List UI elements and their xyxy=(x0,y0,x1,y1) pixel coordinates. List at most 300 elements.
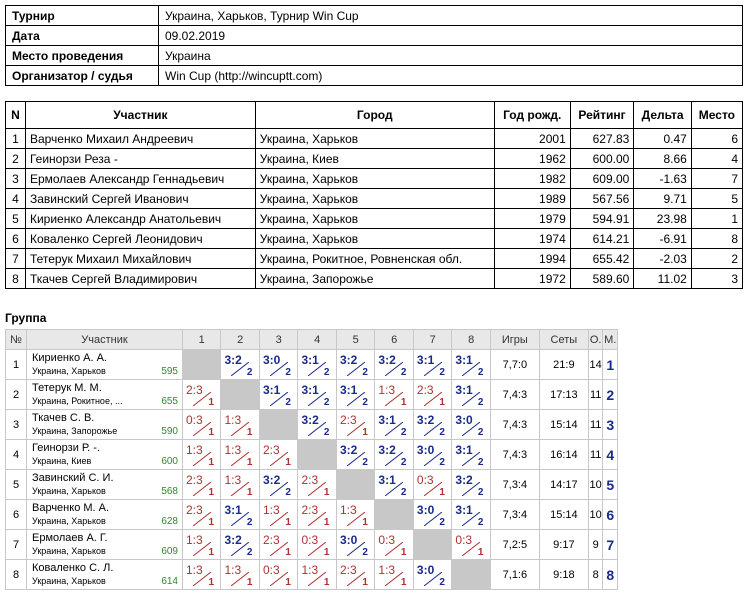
match-points: 1 xyxy=(285,547,291,558)
match-score: 2:3 xyxy=(262,443,280,457)
match-result-cell xyxy=(298,410,336,440)
match-score: 3:1 xyxy=(455,383,473,397)
match-result-cell xyxy=(375,470,413,500)
match-result-cell xyxy=(336,530,374,560)
info-value: Украина, Харьков, Турнир Win Cup xyxy=(159,6,743,26)
match-result xyxy=(183,470,217,499)
match-result xyxy=(337,500,371,529)
match-result-cell xyxy=(183,500,221,530)
group-player-rating: 628 xyxy=(161,516,178,527)
match-result xyxy=(337,560,371,589)
match-result xyxy=(221,350,255,379)
group-row xyxy=(6,530,618,560)
match-score: 2:3 xyxy=(186,473,203,487)
match-result xyxy=(221,410,255,439)
match-result-cell xyxy=(221,410,259,440)
match-result xyxy=(337,410,371,439)
match-points: 1 xyxy=(208,397,214,408)
match-result-cell xyxy=(221,560,259,590)
group-sets: 16:14 xyxy=(539,440,588,470)
match-result xyxy=(260,560,294,589)
match-score: 3:2 xyxy=(339,443,358,457)
info-row xyxy=(6,46,743,66)
participant-city: Украина, Харьков xyxy=(255,229,494,249)
match-result xyxy=(298,350,332,379)
match-points: 2 xyxy=(246,367,253,378)
match-result-cell xyxy=(375,410,413,440)
match-points: 2 xyxy=(477,367,484,378)
match-result xyxy=(260,500,294,529)
group-player xyxy=(27,500,183,530)
group-player-city: Украина, Киев xyxy=(32,456,92,466)
participant-rating: 614.21 xyxy=(570,229,634,249)
participant-row xyxy=(6,149,743,169)
match-score: 1:3 xyxy=(186,443,203,457)
group-games: 7,2:5 xyxy=(490,530,539,560)
participant-city: Украина, Харьков xyxy=(255,169,494,189)
participants-header-cell: Место xyxy=(691,102,742,129)
match-score: 1:3 xyxy=(224,473,242,487)
match-result-cell xyxy=(413,380,451,410)
match-score: 1:3 xyxy=(186,533,203,547)
match-result xyxy=(183,380,217,409)
participant-row xyxy=(6,189,743,209)
match-result-cell xyxy=(221,440,259,470)
match-result-cell xyxy=(259,350,297,380)
match-points: 2 xyxy=(285,487,291,498)
participant-delta: -1.63 xyxy=(634,169,691,189)
group-sets: 17:13 xyxy=(539,380,588,410)
match-result-cell xyxy=(452,350,490,380)
participant-birth-year: 1979 xyxy=(494,209,570,229)
group-player xyxy=(27,410,183,440)
participant-number: 6 xyxy=(6,229,26,249)
match-result xyxy=(298,500,332,529)
info-label: Турнир xyxy=(6,6,159,26)
group-place: 8 xyxy=(603,560,618,590)
match-result-cell xyxy=(183,560,221,590)
participant-delta: -2.03 xyxy=(634,249,691,269)
match-points: 1 xyxy=(400,577,407,588)
group-row xyxy=(6,500,618,530)
match-result xyxy=(414,380,448,409)
participant-number: 7 xyxy=(6,249,26,269)
participant-name: Тетерук Михаил Михайлович xyxy=(25,249,255,269)
match-points: 2 xyxy=(323,397,330,408)
match-result xyxy=(414,500,448,529)
participant-city: Украина, Харьков xyxy=(255,189,494,209)
match-score: 3:0 xyxy=(416,503,435,517)
group-sets: 15:14 xyxy=(539,410,588,440)
participant-city: Украина, Харьков xyxy=(255,209,494,229)
participant-name: Варченко Михаил Андреевич xyxy=(25,129,255,149)
info-label: Организатор / судья xyxy=(6,66,159,86)
match-result xyxy=(298,410,332,439)
group-header-cell: Игры xyxy=(490,330,539,350)
match-result xyxy=(452,380,486,409)
match-result-cell xyxy=(298,350,336,380)
match-result xyxy=(452,440,486,469)
group-player-city: Украина, Запорожье xyxy=(32,426,118,436)
match-result xyxy=(260,530,294,559)
group-player-name: Ермолаев А. Г. xyxy=(32,532,108,544)
participant-row xyxy=(6,229,743,249)
match-result-cell xyxy=(183,440,221,470)
participant-birth-year: 1989 xyxy=(494,189,570,209)
participant-number: 3 xyxy=(6,169,26,189)
match-points: 1 xyxy=(323,547,330,558)
group-points: 11 xyxy=(588,410,603,440)
participant-rating: 567.56 xyxy=(570,189,634,209)
match-result xyxy=(221,530,255,559)
match-result xyxy=(298,560,332,589)
group-player-city: Украина, Харьков xyxy=(32,366,106,376)
match-points: 1 xyxy=(323,487,330,498)
group-sets: 15:14 xyxy=(539,500,588,530)
match-score: 3:1 xyxy=(378,473,396,487)
match-score: 1:3 xyxy=(224,443,242,457)
match-score: 1:3 xyxy=(186,563,203,577)
participant-rating: 600.00 xyxy=(570,149,634,169)
match-score: 2:3 xyxy=(301,473,319,487)
match-result-cell xyxy=(452,530,490,560)
participant-row xyxy=(6,129,743,149)
match-points: 2 xyxy=(477,487,484,498)
match-score: 0:3 xyxy=(301,533,319,547)
info-row xyxy=(6,6,743,26)
match-points: 2 xyxy=(400,367,407,378)
match-score: 1:3 xyxy=(301,563,319,577)
group-games: 7,1:6 xyxy=(490,560,539,590)
participant-row xyxy=(6,269,743,289)
participant-place: 8 xyxy=(691,229,742,249)
group-player-name: Ткачев С. В. xyxy=(32,412,95,424)
match-result xyxy=(337,440,371,469)
match-score: 0:3 xyxy=(186,413,203,427)
match-result-cell xyxy=(413,500,451,530)
match-points: 1 xyxy=(362,577,368,588)
match-score: 1:3 xyxy=(378,563,396,577)
match-result-cell xyxy=(336,500,374,530)
participant-row xyxy=(6,169,743,189)
match-result-cell xyxy=(259,500,297,530)
match-score: 2:3 xyxy=(186,503,203,517)
group-player-city: Украина, Харьков xyxy=(32,516,106,526)
match-score: 0:3 xyxy=(416,473,434,487)
group-place: 2 xyxy=(603,380,618,410)
participants-header-cell: Рейтинг xyxy=(570,102,634,129)
match-result xyxy=(337,380,371,409)
match-result-cell xyxy=(259,560,297,590)
match-result xyxy=(183,560,217,589)
group-sets: 21:9 xyxy=(539,350,588,380)
info-label: Дата xyxy=(6,26,159,46)
group-row-number: 1 xyxy=(6,350,27,380)
group-player-rating: 655 xyxy=(161,396,178,407)
participant-birth-year: 1962 xyxy=(494,149,570,169)
match-result-cell xyxy=(413,350,451,380)
match-score: 3:2 xyxy=(455,473,473,487)
self-match-cell xyxy=(183,350,221,380)
participants-header-cell: Дельта xyxy=(634,102,691,129)
participant-rating: 609.00 xyxy=(570,169,634,189)
group-player-city: Украина, Харьков xyxy=(32,486,106,496)
match-points: 1 xyxy=(246,427,253,438)
match-points: 1 xyxy=(208,577,214,588)
match-points: 1 xyxy=(208,427,214,438)
group-header-cell: 6 xyxy=(375,330,413,350)
participant-birth-year: 1974 xyxy=(494,229,570,249)
participant-delta: 11.02 xyxy=(634,269,691,289)
match-points: 2 xyxy=(362,397,368,408)
match-result xyxy=(375,470,409,499)
match-score: 3:2 xyxy=(339,353,358,367)
match-score: 1:3 xyxy=(224,413,242,427)
match-points: 1 xyxy=(208,517,214,528)
participant-city: Украина, Рокитное, Ровненская обл. xyxy=(255,249,494,269)
match-score: 3:1 xyxy=(455,353,473,367)
group-player-name: Завинский С. И. xyxy=(32,472,114,484)
group-player-rating: 600 xyxy=(161,456,178,467)
participant-number: 5 xyxy=(6,209,26,229)
participant-delta: 9.71 xyxy=(634,189,691,209)
group-games: 7,3:4 xyxy=(490,470,539,500)
participant-row xyxy=(6,249,743,269)
match-result-cell xyxy=(336,350,374,380)
participant-city: Украина, Киев xyxy=(255,149,494,169)
match-result xyxy=(414,440,448,469)
self-match-cell xyxy=(259,410,297,440)
participant-place: 2 xyxy=(691,249,742,269)
participant-city: Украина, Запорожье xyxy=(255,269,494,289)
group-row-number: 5 xyxy=(6,470,27,500)
match-points: 1 xyxy=(323,517,330,528)
group-row-number: 8 xyxy=(6,560,27,590)
match-score: 0:3 xyxy=(378,533,396,547)
match-score: 3:0 xyxy=(262,353,281,367)
match-points: 2 xyxy=(477,397,484,408)
group-points: 11 xyxy=(588,440,603,470)
self-match-cell xyxy=(298,440,336,470)
match-result-cell xyxy=(183,530,221,560)
group-player-rating: 595 xyxy=(161,366,178,377)
group-header-cell: Участник xyxy=(27,330,183,350)
match-score: 3:0 xyxy=(339,533,358,547)
info-row xyxy=(6,26,743,46)
group-player xyxy=(27,380,183,410)
group-header-cell: 5 xyxy=(336,330,374,350)
match-result xyxy=(452,350,486,379)
match-result xyxy=(414,350,448,379)
self-match-cell xyxy=(336,470,374,500)
participant-delta: -6.91 xyxy=(634,229,691,249)
match-points: 1 xyxy=(477,547,484,558)
match-result xyxy=(183,440,217,469)
group-row-number: 7 xyxy=(6,530,27,560)
match-points: 1 xyxy=(208,457,214,468)
match-score: 3:2 xyxy=(224,533,242,547)
group-player-name: Геинорзи Р. -. xyxy=(32,442,101,454)
match-points: 2 xyxy=(246,517,253,528)
match-points: 2 xyxy=(439,457,445,468)
group-player-city: Украина, Рокитное, ... xyxy=(32,396,123,406)
group-player-rating: 614 xyxy=(161,576,178,587)
match-result-cell xyxy=(221,470,259,500)
match-points: 1 xyxy=(208,487,214,498)
participant-number: 1 xyxy=(6,129,26,149)
info-value: Win Cup (http://wincuptt.com) xyxy=(159,66,743,86)
match-result-cell xyxy=(336,560,374,590)
match-result xyxy=(260,470,294,499)
group-points: 14 xyxy=(588,350,603,380)
participant-birth-year: 1972 xyxy=(494,269,570,289)
match-result-cell xyxy=(298,530,336,560)
group-place: 4 xyxy=(603,440,618,470)
group-player-name: Кириенко А. А. xyxy=(32,352,107,364)
participants-header-cell: N xyxy=(6,102,26,129)
match-points: 2 xyxy=(400,457,407,468)
group-header-row xyxy=(6,330,618,350)
group-player-city: Украина, Харьков xyxy=(32,546,106,556)
match-points: 2 xyxy=(323,427,330,438)
info-row xyxy=(6,66,743,86)
group-row xyxy=(6,440,618,470)
group-games: 7,4:3 xyxy=(490,440,539,470)
match-result-cell xyxy=(221,530,259,560)
participant-name: Геинорзи Реза - xyxy=(25,149,255,169)
match-result xyxy=(221,500,255,529)
self-match-cell xyxy=(452,560,490,590)
group-points: 10 xyxy=(588,500,603,530)
participant-place: 7 xyxy=(691,169,742,189)
participants-header-cell: Год рожд. xyxy=(494,102,570,129)
group-header-cell: Сеты xyxy=(539,330,588,350)
group-sets: 9:18 xyxy=(539,560,588,590)
participant-rating: 627.83 xyxy=(570,129,634,149)
group-header-cell: № xyxy=(6,330,27,350)
participant-place: 6 xyxy=(691,129,742,149)
match-result-cell xyxy=(183,470,221,500)
group-player xyxy=(27,560,183,590)
match-score: 3:1 xyxy=(455,503,473,517)
group-player xyxy=(27,530,183,560)
participant-name: Коваленко Сергей Леонидович xyxy=(25,229,255,249)
group-header-cell: 4 xyxy=(298,330,336,350)
match-points: 2 xyxy=(439,517,445,528)
participant-number: 2 xyxy=(6,149,26,169)
match-result-cell xyxy=(336,440,374,470)
group-row xyxy=(6,470,618,500)
match-points: 1 xyxy=(439,397,445,408)
match-score: 3:2 xyxy=(378,443,396,457)
match-points: 2 xyxy=(323,367,330,378)
match-score: 2:3 xyxy=(186,383,203,397)
match-result-cell xyxy=(375,560,413,590)
match-result xyxy=(375,440,409,469)
group-header-cell: 2 xyxy=(221,330,259,350)
self-match-cell xyxy=(221,380,259,410)
info-value: 09.02.2019 xyxy=(159,26,743,46)
group-games: 7,4:3 xyxy=(490,410,539,440)
match-result xyxy=(183,410,217,439)
match-score: 1:3 xyxy=(224,563,242,577)
group-row-number: 2 xyxy=(6,380,27,410)
match-points: 2 xyxy=(477,457,484,468)
participant-place: 1 xyxy=(691,209,742,229)
match-score: 3:2 xyxy=(262,473,281,487)
tournament-info-table xyxy=(5,5,743,86)
match-score: 2:3 xyxy=(262,533,280,547)
match-points: 1 xyxy=(362,517,368,528)
match-result xyxy=(298,470,332,499)
match-result xyxy=(452,470,486,499)
match-score: 3:2 xyxy=(224,353,242,367)
participant-name: Кириенко Александр Анатольевич xyxy=(25,209,255,229)
group-sets: 9:17 xyxy=(539,530,588,560)
match-points: 2 xyxy=(400,427,407,438)
participant-rating: 655.42 xyxy=(570,249,634,269)
group-header-cell: 3 xyxy=(259,330,297,350)
match-result-cell xyxy=(259,380,297,410)
match-result-cell xyxy=(452,380,490,410)
match-points: 1 xyxy=(246,457,253,468)
group-row xyxy=(6,410,618,440)
participants-header-cell: Участник xyxy=(25,102,255,129)
match-result xyxy=(298,530,332,559)
match-result xyxy=(183,500,217,529)
match-result-cell xyxy=(452,500,490,530)
match-result-cell xyxy=(452,410,490,440)
info-value: Украина xyxy=(159,46,743,66)
participant-delta: 0.47 xyxy=(634,129,691,149)
match-points: 2 xyxy=(362,457,368,468)
match-result xyxy=(452,500,486,529)
match-points: 1 xyxy=(285,577,291,588)
match-score: 0:3 xyxy=(455,533,473,547)
group-games: 7,4:3 xyxy=(490,380,539,410)
match-result-cell xyxy=(452,470,490,500)
group-header-cell: М. xyxy=(603,330,618,350)
participant-delta: 8.66 xyxy=(634,149,691,169)
group-sets: 14:17 xyxy=(539,470,588,500)
match-score: 2:3 xyxy=(339,413,357,427)
match-result xyxy=(375,530,409,559)
match-score: 1:3 xyxy=(339,503,357,517)
group-results-table xyxy=(5,329,618,590)
group-header-cell: 7 xyxy=(413,330,451,350)
match-result xyxy=(452,410,486,439)
match-score: 3:0 xyxy=(416,563,435,577)
match-points: 1 xyxy=(208,547,214,558)
group-row xyxy=(6,380,618,410)
match-result-cell xyxy=(298,470,336,500)
match-result-cell xyxy=(336,410,374,440)
participant-birth-year: 1994 xyxy=(494,249,570,269)
match-score: 3:2 xyxy=(416,413,435,427)
match-score: 1:3 xyxy=(378,383,396,397)
match-points: 2 xyxy=(400,487,407,498)
match-result xyxy=(452,530,486,559)
match-result xyxy=(260,350,294,379)
match-result-cell xyxy=(375,530,413,560)
match-result-cell xyxy=(183,410,221,440)
match-score: 3:1 xyxy=(224,503,242,517)
match-points: 2 xyxy=(362,367,368,378)
group-player-rating: 568 xyxy=(161,486,178,497)
match-points: 2 xyxy=(477,517,484,528)
match-result-cell xyxy=(298,500,336,530)
self-match-cell xyxy=(375,500,413,530)
